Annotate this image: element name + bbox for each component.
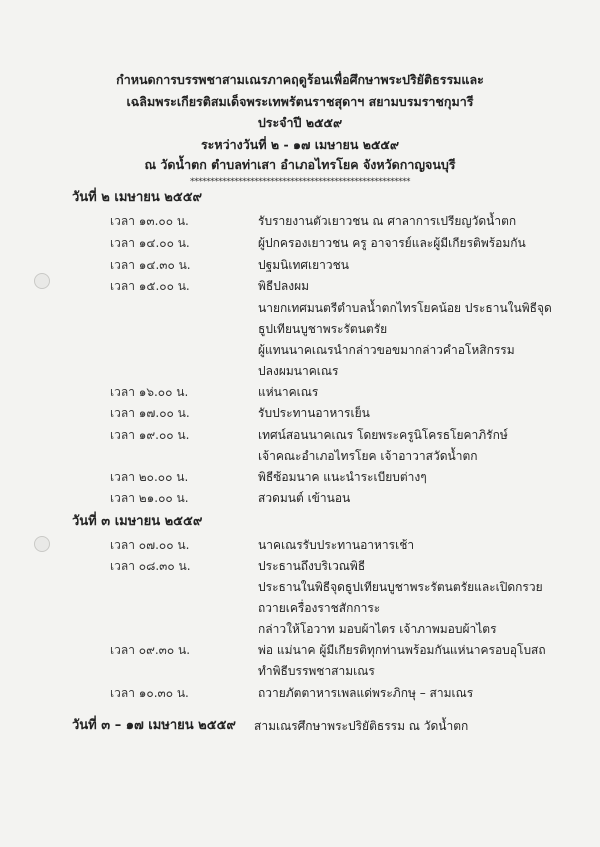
punch-hole-bottom: [34, 536, 50, 552]
activity-text: ทำพิธีบรรพชาสามเณร: [258, 664, 375, 678]
title-line-4: ระหว่างวันที่ ๒ - ๑๗ เมษายน ๒๕๕๙: [200, 137, 400, 152]
time-label: เวลา ๑๕.๐๐ น.: [110, 279, 190, 293]
title-line-5: ณ วัดน้ำตก ตำบลท่าเสา อำเภอไทรโยค จังหวัดกาญจนบุรี: [144, 157, 456, 172]
time-label: เวลา ๑๓.๐๐ น.: [110, 214, 189, 228]
time-label: เวลา ๒๑.๐๐ น.: [110, 491, 189, 505]
time-label: เวลา ๑๐.๓๐ น.: [110, 686, 189, 700]
activity-text: ถวายเครื่องราชสักการะ: [258, 601, 381, 615]
title-line-2: เฉลิมพระเกียรติสมเด็จพระเทพรัตนราชสุดาฯ สยามบรมราชกุมารี: [126, 94, 474, 109]
activity-text: แห่นาคเณร: [258, 385, 319, 399]
activity-text: ประธานถึงบริเวณพิธี: [258, 559, 366, 573]
activity-text: พิธีปลงผม: [258, 279, 310, 293]
day-heading: วันที่ ๓ เมษายน ๒๕๕๙: [72, 514, 203, 529]
activity-text: พ่อ แม่นาค ผู้มีเกียรติทุกท่านพร้อมกันแห่นาครอบอุโบสถ: [258, 643, 546, 657]
time-label: เวลา ๑๗.๐๐ น.: [110, 406, 190, 420]
activity-text: รับรายงานตัวเยาวชน ณ ศาลาการเปรียญวัดน้ำตก: [258, 214, 517, 228]
activity-text: กล่าวให้โอวาท มอบผ้าไตร เจ้าภาพมอบผ้าไตร: [258, 622, 497, 636]
time-label: เวลา ๐๙.๓๐ น.: [110, 643, 191, 657]
activity-text: เทศน์สอนนาคเณร โดยพระครูนิโครธโยคาภิรักษ์: [258, 428, 508, 442]
activity-text: รับประทานอาหารเย็น: [258, 406, 370, 420]
activity-text: ประธานในพิธีจุดธูปเทียนบูชาพระรัตนตรัยและเปิดกรวย: [258, 580, 543, 594]
time-label: เวลา ๑๔.๐๐ น.: [110, 236, 190, 250]
activity-text: ผู้ปกครองเยาวชน ครู อาจารย์และผู้มีเกียรติพร้อมกัน: [258, 236, 526, 250]
punch-hole-top: [34, 273, 50, 289]
activity-text: พิธีซ้อมนาค แนะนำระเบียบต่างๆ: [258, 470, 427, 484]
star-divider: *******************************************************: [190, 177, 410, 187]
activity-text: สวดมนต์ เข้านอน: [258, 491, 351, 505]
final-period-row: [72, 718, 469, 733]
activity-text: นาคเณรรับประทานอาหารเช้า: [258, 538, 415, 552]
time-label: เวลา ๐๗.๐๐ น.: [110, 538, 190, 552]
title-line-3: ประจำปี ๒๕๕๙: [257, 115, 343, 130]
day-heading: วันที่ ๒ เมษายน ๒๕๕๙: [72, 190, 203, 205]
day-heading: วันที่ ๓ – ๑๗ เมษายน ๒๕๕๙: [72, 718, 236, 733]
activity-text: ธูปเทียนบูชาพระรัตนตรัย: [258, 322, 388, 336]
activity-text: ผู้แทนนาคเณรนำกล่าวขอขมากล่าวคำอโหสิกรรม: [258, 343, 515, 357]
activity-text: ปลงผมนาคเณร: [258, 364, 339, 378]
time-label: เวลา ๐๘.๓๐ น.: [110, 559, 191, 573]
activity-text: ปฐมนิเทศเยาวชน: [258, 258, 349, 272]
title-line-1: กำหนดการบรรพชาสามเณรภาคฤดูร้อนเพื่อศึกษาพระปริยัติธรรมและ: [116, 72, 484, 87]
time-label: เวลา ๑๔.๓๐ น.: [110, 258, 191, 272]
time-label: เวลา ๑๙.๐๐ น.: [110, 428, 190, 442]
activity-text: นายกเทศมนตรีตำบลน้ำตกไทรโยคน้อย ประธานในพิธีจุด: [258, 301, 552, 315]
time-label: เวลา ๑๖.๐๐ น.: [110, 385, 189, 399]
activity-text: สามเณรศึกษาพระปริยัติธรรม ณ วัดน้ำตก: [254, 719, 469, 733]
activity-text: ถวายภัตตาหารเพลแด่พระภิกษุ – สามเณร: [258, 686, 474, 700]
time-label: เวลา ๒๐.๐๐ น.: [110, 470, 189, 484]
activity-text: เจ้าคณะอำเภอไทรโยค เจ้าอาวาสวัดน้ำตก: [258, 449, 478, 463]
